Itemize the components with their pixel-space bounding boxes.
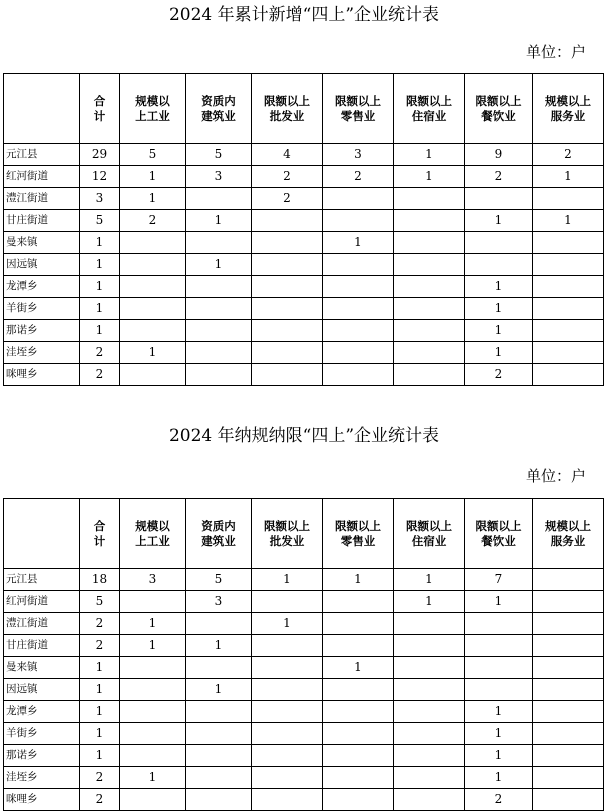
value-cell	[533, 254, 604, 276]
value-cell	[533, 613, 604, 635]
value-cell: 1	[80, 723, 120, 745]
value-cell	[465, 679, 533, 701]
region-cell: 甘庄街道	[4, 210, 80, 232]
table-2-unit: 单位：户	[525, 467, 586, 485]
value-cell: 3	[80, 188, 120, 210]
region-cell: 曼来镇	[4, 657, 80, 679]
value-cell	[394, 298, 465, 320]
value-cell: 12	[80, 166, 120, 188]
value-cell	[533, 701, 604, 723]
value-cell	[186, 188, 252, 210]
value-cell: 5	[80, 591, 120, 613]
value-cell: 1	[120, 613, 186, 635]
value-cell	[533, 767, 604, 789]
table-1-title: 2024 年累计新增“四上”企业统计表	[168, 5, 440, 25]
value-cell	[323, 679, 394, 701]
table-row	[4, 364, 604, 386]
value-cell	[394, 320, 465, 342]
table-row	[4, 232, 604, 254]
value-cell	[186, 364, 252, 386]
value-cell	[323, 364, 394, 386]
table-row	[4, 789, 604, 811]
value-cell: 1	[186, 254, 252, 276]
value-cell	[252, 591, 323, 613]
region-cell: 因远镇	[4, 679, 80, 701]
value-cell	[394, 701, 465, 723]
table-2	[3, 498, 604, 811]
header-row	[4, 499, 604, 569]
corner-cell	[4, 74, 80, 144]
value-cell	[252, 767, 323, 789]
region-cell: 红河街道	[4, 591, 80, 613]
value-cell: 1	[80, 276, 120, 298]
value-cell	[533, 320, 604, 342]
table-row	[4, 723, 604, 745]
region-cell: 羊街乡	[4, 723, 80, 745]
region-cell: 红河街道	[4, 166, 80, 188]
value-cell: 18	[80, 569, 120, 591]
value-cell: 2	[252, 188, 323, 210]
value-cell	[120, 298, 186, 320]
value-cell	[533, 298, 604, 320]
value-cell	[323, 188, 394, 210]
value-cell: 2	[465, 789, 533, 811]
table-row	[4, 569, 604, 591]
value-cell	[465, 188, 533, 210]
value-cell	[394, 767, 465, 789]
column-header: 限额以上 批发业	[252, 499, 323, 569]
value-cell: 1	[186, 635, 252, 657]
value-cell	[186, 232, 252, 254]
column-header: 资质内 建筑业	[186, 499, 252, 569]
value-cell	[186, 745, 252, 767]
region-cell: 洼垤乡	[4, 342, 80, 364]
value-cell	[252, 364, 323, 386]
value-cell: 2	[80, 789, 120, 811]
value-cell: 9	[465, 144, 533, 166]
value-cell	[252, 679, 323, 701]
value-cell	[120, 232, 186, 254]
value-cell	[323, 767, 394, 789]
value-cell	[120, 364, 186, 386]
value-cell: 1	[465, 210, 533, 232]
value-cell: 1	[323, 657, 394, 679]
value-cell	[252, 210, 323, 232]
column-header: 合 计	[80, 74, 120, 144]
region-cell: 曼来镇	[4, 232, 80, 254]
value-cell: 1	[252, 569, 323, 591]
value-cell: 1	[533, 210, 604, 232]
table-row	[4, 745, 604, 767]
value-cell: 5	[80, 210, 120, 232]
value-cell	[252, 254, 323, 276]
value-cell	[252, 723, 323, 745]
value-cell	[186, 613, 252, 635]
value-cell: 1	[465, 767, 533, 789]
table-row	[4, 591, 604, 613]
value-cell	[394, 789, 465, 811]
value-cell: 2	[80, 342, 120, 364]
region-cell: 洼垤乡	[4, 767, 80, 789]
value-cell: 2	[465, 166, 533, 188]
region-cell: 咪哩乡	[4, 789, 80, 811]
value-cell	[186, 789, 252, 811]
value-cell: 7	[465, 569, 533, 591]
value-cell	[252, 320, 323, 342]
column-header: 规模以 上工业	[120, 74, 186, 144]
table-row	[4, 679, 604, 701]
value-cell: 2	[80, 635, 120, 657]
value-cell: 1	[465, 745, 533, 767]
value-cell: 1	[80, 657, 120, 679]
value-cell	[186, 276, 252, 298]
value-cell	[394, 745, 465, 767]
value-cell	[465, 657, 533, 679]
header-row	[4, 74, 604, 144]
value-cell: 5	[120, 144, 186, 166]
column-header: 限额以上 餐饮业	[465, 499, 533, 569]
value-cell: 1	[323, 232, 394, 254]
column-header: 限额以上 住宿业	[394, 74, 465, 144]
table-row	[4, 635, 604, 657]
value-cell	[323, 276, 394, 298]
value-cell: 2	[533, 144, 604, 166]
value-cell	[120, 254, 186, 276]
value-cell	[323, 320, 394, 342]
value-cell: 2	[80, 767, 120, 789]
value-cell	[120, 657, 186, 679]
value-cell	[533, 232, 604, 254]
column-header: 限额以上 零售业	[323, 499, 394, 569]
value-cell	[186, 723, 252, 745]
value-cell	[323, 723, 394, 745]
region-cell: 羊街乡	[4, 298, 80, 320]
table-row	[4, 166, 604, 188]
table-1-unit: 单位：户	[525, 43, 586, 61]
table-row	[4, 298, 604, 320]
value-cell	[394, 635, 465, 657]
value-cell	[394, 364, 465, 386]
value-cell: 3	[323, 144, 394, 166]
value-cell	[533, 679, 604, 701]
table-row	[4, 210, 604, 232]
value-cell	[186, 320, 252, 342]
value-cell: 1	[186, 210, 252, 232]
value-cell	[186, 767, 252, 789]
column-header: 限额以上 零售业	[323, 74, 394, 144]
value-cell: 1	[80, 701, 120, 723]
value-cell	[252, 657, 323, 679]
value-cell: 1	[80, 232, 120, 254]
value-cell	[323, 613, 394, 635]
value-cell: 1	[120, 342, 186, 364]
column-header: 限额以上 批发业	[252, 74, 323, 144]
value-cell	[533, 591, 604, 613]
value-cell	[533, 569, 604, 591]
value-cell: 1	[465, 591, 533, 613]
column-header: 资质内 建筑业	[186, 74, 252, 144]
region-cell: 咪哩乡	[4, 364, 80, 386]
value-cell	[394, 276, 465, 298]
region-cell: 元江县	[4, 144, 80, 166]
table-row	[4, 613, 604, 635]
value-cell: 3	[120, 569, 186, 591]
table-row	[4, 320, 604, 342]
table-2-title: 2024 年纳规纳限“四上”企业统计表	[168, 426, 440, 446]
region-cell: 龙潭乡	[4, 701, 80, 723]
value-cell: 1	[323, 569, 394, 591]
value-cell	[323, 745, 394, 767]
value-cell	[533, 276, 604, 298]
value-cell: 1	[533, 166, 604, 188]
column-header: 限额以上 餐饮业	[465, 74, 533, 144]
value-cell	[323, 298, 394, 320]
column-header: 规模以上 服务业	[533, 74, 604, 144]
value-cell: 4	[252, 144, 323, 166]
region-cell: 那诺乡	[4, 745, 80, 767]
value-cell	[394, 188, 465, 210]
value-cell	[323, 635, 394, 657]
value-cell: 3	[186, 166, 252, 188]
value-cell: 1	[394, 569, 465, 591]
value-cell	[186, 342, 252, 364]
value-cell: 1	[120, 188, 186, 210]
value-cell: 1	[465, 701, 533, 723]
value-cell	[533, 723, 604, 745]
table-row	[4, 276, 604, 298]
region-cell: 甘庄街道	[4, 635, 80, 657]
region-cell: 那诺乡	[4, 320, 80, 342]
region-cell: 元江县	[4, 569, 80, 591]
value-cell	[533, 789, 604, 811]
value-cell	[533, 745, 604, 767]
value-cell	[533, 657, 604, 679]
value-cell	[394, 254, 465, 276]
value-cell: 2	[323, 166, 394, 188]
value-cell: 1	[80, 745, 120, 767]
value-cell: 1	[120, 166, 186, 188]
column-header: 规模以 上工业	[120, 499, 186, 569]
value-cell: 1	[394, 166, 465, 188]
region-cell: 澧江街道	[4, 613, 80, 635]
column-header: 限额以上 住宿业	[394, 499, 465, 569]
value-cell	[533, 635, 604, 657]
value-cell: 1	[465, 276, 533, 298]
table-row	[4, 254, 604, 276]
value-cell	[394, 232, 465, 254]
value-cell	[252, 342, 323, 364]
value-cell	[394, 613, 465, 635]
value-cell: 5	[186, 144, 252, 166]
corner-cell	[4, 499, 80, 569]
region-cell: 澧江街道	[4, 188, 80, 210]
value-cell	[394, 657, 465, 679]
value-cell	[323, 254, 394, 276]
value-cell: 1	[465, 723, 533, 745]
table-row	[4, 188, 604, 210]
value-cell	[252, 232, 323, 254]
value-cell	[465, 613, 533, 635]
value-cell	[252, 635, 323, 657]
value-cell: 1	[80, 320, 120, 342]
value-cell	[394, 679, 465, 701]
value-cell: 1	[120, 767, 186, 789]
value-cell: 1	[394, 144, 465, 166]
table-row	[4, 701, 604, 723]
value-cell: 29	[80, 144, 120, 166]
value-cell	[186, 701, 252, 723]
value-cell	[323, 342, 394, 364]
value-cell	[120, 789, 186, 811]
value-cell: 1	[394, 591, 465, 613]
region-cell: 因远镇	[4, 254, 80, 276]
value-cell	[252, 701, 323, 723]
table-row	[4, 144, 604, 166]
value-cell: 2	[80, 613, 120, 635]
value-cell: 2	[80, 364, 120, 386]
value-cell: 1	[465, 342, 533, 364]
value-cell	[465, 254, 533, 276]
value-cell	[323, 210, 394, 232]
value-cell	[120, 276, 186, 298]
value-cell: 1	[186, 679, 252, 701]
value-cell	[394, 342, 465, 364]
value-cell: 2	[120, 210, 186, 232]
value-cell: 2	[465, 364, 533, 386]
value-cell	[323, 591, 394, 613]
value-cell	[120, 591, 186, 613]
value-cell	[120, 723, 186, 745]
value-cell: 2	[252, 166, 323, 188]
table-row	[4, 342, 604, 364]
value-cell: 1	[252, 613, 323, 635]
value-cell	[186, 657, 252, 679]
table-row	[4, 767, 604, 789]
value-cell	[533, 364, 604, 386]
column-header: 合 计	[80, 499, 120, 569]
column-header: 规模以上 服务业	[533, 499, 604, 569]
value-cell	[465, 635, 533, 657]
value-cell	[186, 298, 252, 320]
value-cell	[533, 342, 604, 364]
value-cell	[120, 701, 186, 723]
value-cell	[252, 745, 323, 767]
value-cell: 5	[186, 569, 252, 591]
value-cell: 1	[120, 635, 186, 657]
value-cell: 1	[80, 679, 120, 701]
value-cell	[323, 701, 394, 723]
value-cell	[120, 320, 186, 342]
value-cell	[120, 679, 186, 701]
value-cell	[252, 298, 323, 320]
value-cell	[394, 723, 465, 745]
value-cell: 1	[465, 320, 533, 342]
table-1	[3, 73, 604, 386]
value-cell	[323, 789, 394, 811]
value-cell	[465, 232, 533, 254]
value-cell	[252, 789, 323, 811]
value-cell: 3	[186, 591, 252, 613]
value-cell	[120, 745, 186, 767]
value-cell: 1	[80, 254, 120, 276]
value-cell: 1	[465, 298, 533, 320]
value-cell	[252, 276, 323, 298]
table-row	[4, 657, 604, 679]
region-cell: 龙潭乡	[4, 276, 80, 298]
value-cell	[394, 210, 465, 232]
value-cell	[533, 188, 604, 210]
value-cell: 1	[80, 298, 120, 320]
